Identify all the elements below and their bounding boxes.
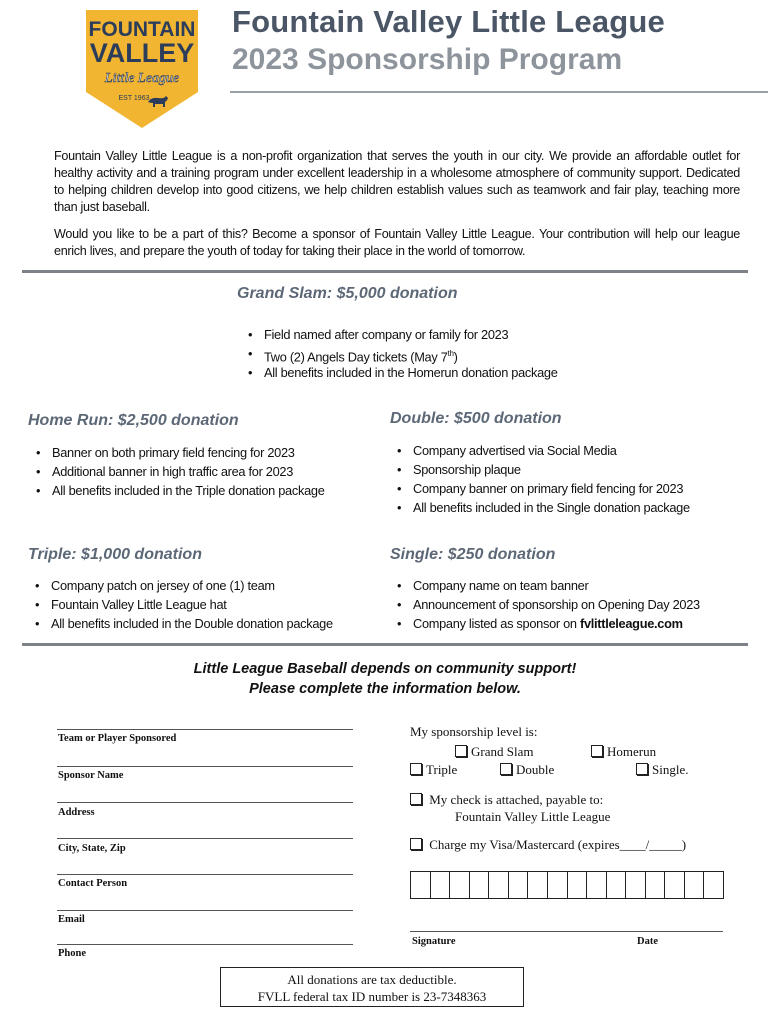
phone-field[interactable] <box>57 944 353 945</box>
list-item: • Sponsorship plaque <box>391 460 690 479</box>
tax-line-1: All donations are tax deductible. <box>287 972 457 987</box>
option-grand-slam[interactable] <box>455 744 533 760</box>
email-label: Email <box>58 914 85 925</box>
home-run-benefits <box>30 443 325 500</box>
option-homerun[interactable] <box>591 744 656 760</box>
list-item: • Announcement of sponsorship on Opening Day 2023 <box>391 595 700 614</box>
page-subtitle: 2023 Sponsorship Program <box>232 43 623 76</box>
date-label: Date <box>637 936 658 947</box>
check-attached-option[interactable] <box>410 792 603 808</box>
intro-paragraph-2: Would you like to be a part of this? Become a sponsor of Fountain Valley Little League. Your contribution will help our league enrich lives, and prepare the youth of today for taking their place in the world of tomorrow. <box>54 227 740 258</box>
triple-benefits <box>29 576 333 633</box>
title-rule <box>230 91 768 93</box>
list-item: • All benefits included in the Triple donation package <box>30 481 325 500</box>
checkbox-icon[interactable] <box>455 745 467 757</box>
support-line-1: Little League Baseball depends on community support! <box>193 661 577 677</box>
list-item: • Company advertised via Social Media <box>391 441 690 460</box>
website-link[interactable]: fvlittleleague.com <box>580 616 683 631</box>
logo-text-fountain: FOUNTAIN <box>88 18 196 41</box>
page-title: Fountain Valley Little League <box>232 4 665 39</box>
charge-card-label: Charge my Visa/Mastercard (expires____/_____) <box>429 837 687 852</box>
closing-paren: ) <box>453 349 458 365</box>
check-attached-label: My check is attached, payable to: <box>429 792 604 807</box>
fvll-logo <box>86 10 198 128</box>
tax-line-2: FVLL federal tax ID number is 23-7348363 <box>257 989 487 1004</box>
city-state-zip-field[interactable] <box>57 838 353 839</box>
logo-text-est: EST 1963 <box>118 95 150 102</box>
checkbox-icon[interactable] <box>500 763 512 775</box>
list-item: • Banner on both primary field fencing for 2023 <box>30 443 325 462</box>
list-item: • Additional banner in high traffic area for 2023 <box>30 462 325 481</box>
option-label: Homerun <box>607 744 657 759</box>
checkbox-icon[interactable] <box>636 763 648 775</box>
option-triple[interactable] <box>410 762 457 778</box>
sponsorship-level-label: My sponsorship level is: <box>410 724 538 739</box>
list-item <box>391 614 700 633</box>
charge-card-option[interactable] <box>410 837 686 853</box>
superscript: th <box>447 349 454 358</box>
option-label: Grand Slam <box>471 744 534 759</box>
checkbox-icon[interactable] <box>410 793 422 805</box>
option-label: Double <box>516 762 555 777</box>
list-item: • Field named after company or family for 2023 <box>242 325 558 344</box>
list-item: • All benefits included in the Single donation package <box>391 498 690 517</box>
signature-label: Signature <box>412 936 456 947</box>
grand-slam-title: Grand Slam: $5,000 donation <box>237 285 458 302</box>
list-item: • Company patch on jersey of one (1) team <box>29 576 333 595</box>
team-sponsored-label: Team or Player Sponsored <box>58 733 177 744</box>
logo-text-little-league: Little League <box>104 71 180 86</box>
grand-slam-benefits <box>242 325 558 382</box>
sponsor-name-field[interactable] <box>57 766 353 767</box>
list-item-text: Two (2) Angels Day tickets (May 7 <box>264 349 448 365</box>
list-item: • Company name on team banner <box>391 576 700 595</box>
contact-person-label: Contact Person <box>58 878 128 889</box>
option-double[interactable] <box>500 762 554 778</box>
address-field[interactable] <box>57 802 353 803</box>
option-label: Single. <box>652 762 689 777</box>
email-field[interactable] <box>57 910 353 911</box>
list-item-text: Company listed as sponsor on <box>413 616 580 631</box>
card-number-grid[interactable] <box>410 871 724 899</box>
single-title: Single: $250 donation <box>390 546 556 563</box>
divider <box>22 270 748 273</box>
phone-label: Phone <box>58 948 87 959</box>
intro-paragraph-1: Fountain Valley Little League is a non-profit organization that serves the youth in our city. We provide an affordable outlet for healthy activity and a training program under excellent leadership in a wholesome atmosphere of community support. Dedicated to helping children develop into good citizens, we help children establish values such as teamwork and fair play, teaching more than just baseball. <box>54 149 740 214</box>
checkbox-icon[interactable] <box>410 763 422 775</box>
checkbox-icon[interactable] <box>591 745 603 757</box>
support-line-2: Please complete the information below. <box>249 681 521 697</box>
list-item: • Company banner on primary field fencing for 2023 <box>391 479 690 498</box>
logo-text-valley: VALLEY <box>89 38 195 68</box>
list-item <box>242 344 558 363</box>
team-sponsored-field[interactable] <box>57 729 353 730</box>
triple-title: Triple: $1,000 donation <box>28 546 202 563</box>
list-item: • All benefits included in the Double donation package <box>29 614 333 633</box>
single-benefits <box>391 576 700 633</box>
home-run-title: Home Run: $2,500 donation <box>28 412 239 429</box>
city-state-zip-label: City, State, Zip <box>58 843 126 854</box>
checkbox-icon[interactable] <box>410 838 422 850</box>
signature-line[interactable] <box>410 931 723 932</box>
contact-person-field[interactable] <box>57 874 353 875</box>
sponsor-name-label: Sponsor Name <box>58 770 124 781</box>
divider <box>22 643 748 646</box>
double-title: Double: $500 donation <box>390 410 562 427</box>
list-item: • All benefits included in the Homerun donation package <box>242 363 558 382</box>
check-payee: Fountain Valley Little League <box>455 809 611 824</box>
option-label: Triple <box>426 762 458 777</box>
list-item: • Fountain Valley Little League hat <box>29 595 333 614</box>
tax-info-box <box>220 967 524 1007</box>
address-label: Address <box>58 807 95 818</box>
option-single[interactable] <box>636 762 688 778</box>
double-benefits <box>391 441 690 517</box>
